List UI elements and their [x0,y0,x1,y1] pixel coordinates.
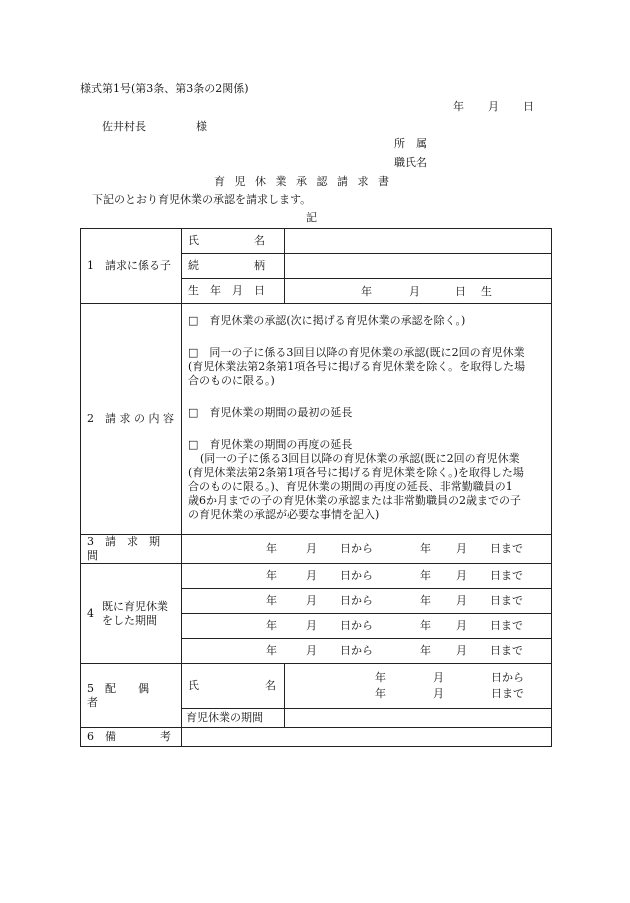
child-relation-label: 続 柄 [182,254,285,279]
period-from: 日から [340,542,373,555]
p4-year: 年 [266,644,277,657]
past-period-field-1[interactable] [182,564,552,589]
spouse-period-label: 育児休業の期間 [182,709,285,728]
p4-until: 日まで [490,644,523,657]
form-number: 様式第1号(第3条、第3条の2関係) [80,82,249,95]
section4-label [81,564,182,664]
birth-day: 日 [455,285,466,298]
date-month: 月 [488,100,499,113]
option-1[interactable]: □ 育児休業の承認(次に掲げる育児休業の承認を除く。) [188,314,466,327]
p3-month-end: 月 [456,619,467,632]
p1-month: 月 [306,569,317,582]
section5-label: 5 配 偶 者 [81,664,182,728]
option-2-line1[interactable]: □ 同一の子に係る3回目以降の育児休業の承認(既に2回の育児休業 [188,346,525,359]
child-name-field[interactable] [285,229,552,254]
child-name-row [81,229,552,254]
name-label: 職氏名 [394,156,427,169]
p4-month-end: 月 [456,644,467,657]
p4-year-end: 年 [420,644,431,657]
birth-month: 月 [409,285,420,298]
s5-month-1: 月 [433,671,444,684]
section3-label: 3 請 求 期 間 [81,535,182,564]
affiliation-label: 所 属 [394,137,427,150]
section4-label-line2: をした期間 [102,613,157,627]
p3-until: 日まで [490,619,523,632]
past-period-field-3[interactable] [182,614,552,639]
child-relation-field[interactable] [285,254,552,279]
request-content-row [81,304,552,535]
intro-text: 下記のとおり育児休業の承認を請求します。 [92,193,312,206]
past-period-field-2[interactable] [182,589,552,614]
p1-year-end: 年 [420,569,431,582]
request-form-table [80,228,552,747]
p4-month: 月 [306,644,317,657]
p1-from: 日から [340,569,373,582]
document-title: 育 児 休 業 承 認 請 求 書 [214,175,392,188]
option-2-line2: (育児休業法第2条第1項各号に掲げる育児休業を除く。を取得した場 [188,360,526,373]
option-2-line3: 合のものに限る。) [188,374,275,387]
p2-from: 日から [340,594,373,607]
birth-suffix: 生 [481,285,492,298]
p1-until: 日まで [490,569,523,582]
p2-year: 年 [266,594,277,607]
s5-year-2: 年 [375,687,386,700]
past-period-row-1 [81,564,552,589]
date-year: 年 [453,100,464,113]
p3-year: 年 [266,619,277,632]
section4-number: 4 [87,606,94,620]
child-name-label: 氏 名 [182,229,285,254]
ki-label: 記 [306,211,317,224]
period-month-end: 月 [456,542,467,555]
option-4-note-line2: (育児休業法第2条第1項各号に掲げる育児休業を除く。)を取得した場 [188,466,524,479]
option-4[interactable]: □ 育児休業の期間の再度の延長 [188,438,353,451]
p3-from: 日から [340,619,373,632]
option-3[interactable]: □ 育児休業の期間の最初の延長 [188,406,353,419]
section4-label-line1: 既に育児休業 [102,599,168,613]
s5-until: 日まで [491,687,524,700]
section1-label: 1 請求に係る子 [81,229,182,304]
s5-month-2: 月 [433,687,444,700]
p1-year: 年 [266,569,277,582]
request-content-field[interactable] [182,304,552,535]
s5-from: 日から [491,671,524,684]
period-year: 年 [266,542,277,555]
past-period-field-4[interactable] [182,639,552,664]
section6-label: 6 備 考 [81,728,182,747]
option-4-note-line4: 歳6か月までの子の育児休業の承認または非常勤職員の2歳までの子 [188,494,521,507]
addressee: 佐井村長 [102,120,146,133]
child-birth-field[interactable] [285,279,552,304]
request-period-field[interactable] [182,535,552,564]
p3-month: 月 [306,619,317,632]
remarks-row [81,728,552,747]
spouse-name-field[interactable] [285,664,552,709]
period-year-end: 年 [420,542,431,555]
option-4-note-line5: の育児休業の承認が必要な事情を記入) [188,508,380,521]
p4-from: 日から [340,644,373,657]
child-birth-label: 生 年 月 日 [182,279,285,304]
s5-year-1: 年 [375,671,386,684]
request-period-row [81,535,552,564]
spouse-name-row [81,664,552,709]
spouse-period-field[interactable] [285,709,552,728]
p2-month-end: 月 [456,594,467,607]
p2-month: 月 [306,594,317,607]
remarks-field[interactable] [182,728,552,747]
date-day: 日 [523,100,534,113]
period-until: 日まで [490,542,523,555]
birth-year: 年 [361,285,372,298]
addressee-honorific: 様 [196,120,207,133]
option-4-note-line3: 合のものに限る。)、育児休業の期間の再度の延長、非常勤職員の1 [188,480,513,493]
p2-until: 日まで [490,594,523,607]
period-month: 月 [306,542,317,555]
p2-year-end: 年 [420,594,431,607]
option-4-note-line1: (同一の子に係る3回目以降の育児休業の承認(既に2回の育児休業 [200,452,520,465]
p1-month-end: 月 [456,569,467,582]
p3-year-end: 年 [420,619,431,632]
spouse-name-label: 氏 名 [182,664,285,709]
section2-label: 2 請 求 の 内 容 [81,304,182,535]
